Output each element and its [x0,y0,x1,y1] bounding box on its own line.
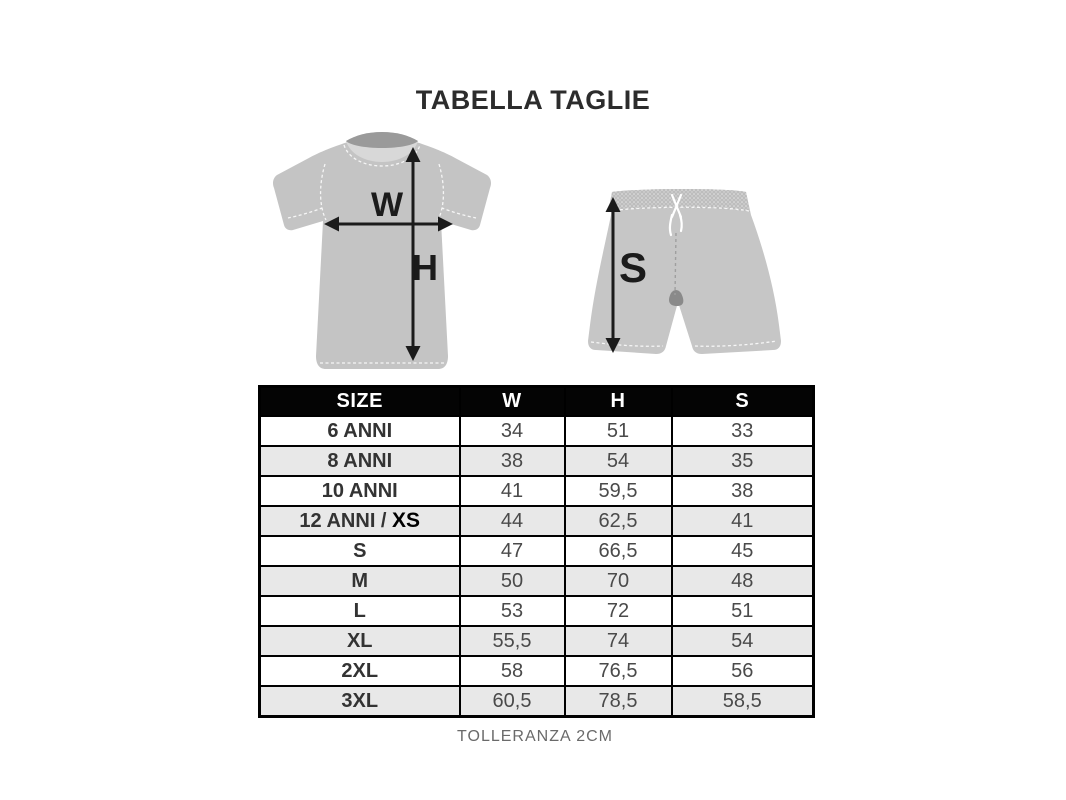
value-cell-h: 62,5 [565,506,672,536]
size-label-cell: M [260,566,460,596]
value-cell-h: 59,5 [565,476,672,506]
value-cell-s: 45 [672,536,814,566]
size-table [258,385,815,718]
value-cell-w: 55,5 [460,626,565,656]
table-row [260,446,814,476]
value-cell-w: 47 [460,536,565,566]
value-cell-s: 54 [672,626,814,656]
tshirt-body [273,142,491,369]
length-label: S [618,244,648,291]
table-row [260,476,814,506]
size-label-cell: XL [260,626,460,656]
height-label: H [412,247,438,288]
value-cell-h: 54 [565,446,672,476]
table-row [260,656,814,686]
size-label-cell: 12 ANNI / XS [260,506,460,536]
value-cell-w: 41 [460,476,565,506]
value-cell-w: 50 [460,566,565,596]
value-cell-h: 78,5 [565,686,672,717]
value-cell-h: 72 [565,596,672,626]
value-cell-s: 56 [672,656,814,686]
value-cell-h: 51 [565,416,672,446]
table-row [260,566,814,596]
value-cell-s: 48 [672,566,814,596]
value-cell-h: 76,5 [565,656,672,686]
shorts-svg [585,185,785,360]
shorts-illustration [585,185,785,360]
column-header-h: H [565,387,672,417]
table-row [260,626,814,656]
value-cell-w: 60,5 [460,686,565,717]
size-label-cell: 3XL [260,686,460,717]
size-alias: XS [392,509,421,532]
tolerance-note: TOLLERANZA 2CM [457,728,613,745]
value-cell-s: 58,5 [672,686,814,717]
table-row [260,686,814,717]
shorts-body [588,189,781,354]
value-cell-h: 70 [565,566,672,596]
value-cell-h: 74 [565,626,672,656]
value-cell-s: 51 [672,596,814,626]
column-header-size: SIZE [260,387,460,417]
value-cell-s: 33 [672,416,814,446]
table-row [260,416,814,446]
size-table-header [260,387,814,417]
width-label: W [370,186,404,224]
tshirt-illustration [268,128,496,378]
value-cell-w: 44 [460,506,565,536]
size-label-cell: 6 ANNI [260,416,460,446]
header-row [260,387,814,417]
size-label-cell: L [260,596,460,626]
value-cell-w: 53 [460,596,565,626]
size-table-body [260,416,814,717]
value-cell-h: 66,5 [565,536,672,566]
column-header-w: W [460,387,565,417]
size-label-cell: 10 ANNI [260,476,460,506]
page-title: TABELLA TAGLIE [415,85,651,115]
value-cell-s: 41 [672,506,814,536]
value-cell-s: 35 [672,446,814,476]
value-cell-s: 38 [672,476,814,506]
value-cell-w: 38 [460,446,565,476]
table-row [260,596,814,626]
value-cell-w: 34 [460,416,565,446]
table-row [260,536,814,566]
size-label-cell: S [260,536,460,566]
table-row [260,506,814,536]
column-header-s: S [672,387,814,417]
size-label-cell: 8 ANNI [260,446,460,476]
value-cell-w: 58 [460,656,565,686]
tshirt-svg [268,128,496,378]
size-label-cell: 2XL [260,656,460,686]
